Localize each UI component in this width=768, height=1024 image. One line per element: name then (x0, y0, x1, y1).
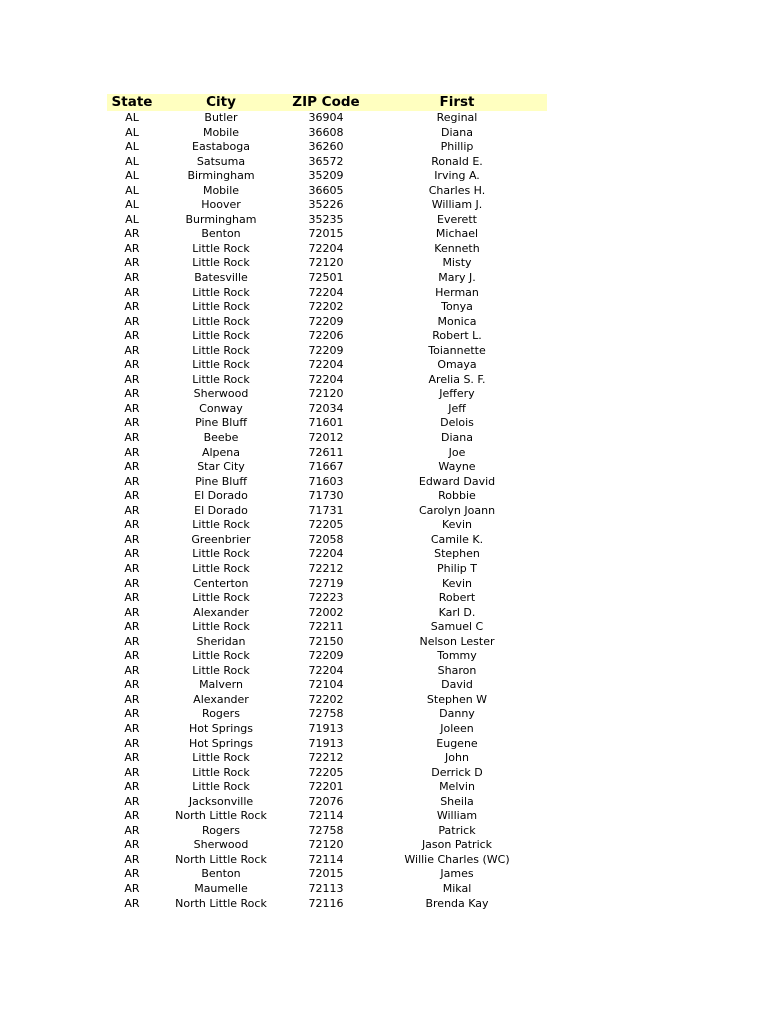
cell-zip-code: 71667 (308, 460, 344, 474)
cell-first: Philip T (437, 561, 477, 575)
cell-first: John (445, 751, 469, 765)
table-row (107, 358, 547, 373)
cell-city: North Little Rock (175, 852, 267, 866)
cell-city: Conway (199, 401, 243, 415)
cell-first: Reginal (436, 111, 478, 124)
cell-first: Monica (437, 314, 477, 328)
cell-first: Michael (435, 227, 479, 241)
cell-first: Mary J. (438, 271, 476, 285)
cell-state: AR (124, 372, 140, 386)
table-row (107, 853, 547, 868)
table-row (107, 577, 547, 592)
cell-zip-code: 35209 (308, 169, 344, 183)
cell-city: Alexander (193, 692, 249, 706)
cell-state: AR (124, 503, 140, 517)
cell-first: Jeffery (439, 387, 475, 401)
cell-zip-code: 72209 (308, 343, 344, 357)
cell-city: El Dorado (194, 503, 248, 517)
cell-city: Little Rock (192, 372, 250, 386)
column-header-first: First (439, 94, 475, 110)
cell-zip-code: 71913 (308, 736, 344, 750)
table-row (107, 591, 547, 606)
cell-first: Irving A. (434, 169, 480, 183)
cell-zip-code: 72204 (308, 547, 344, 561)
table-row (107, 504, 547, 519)
cell-state: AR (124, 794, 140, 808)
cell-state: AR (124, 241, 140, 255)
cell-state: AR (124, 896, 140, 910)
cell-first: Jason Patrick (421, 838, 493, 852)
cell-first: David (441, 678, 473, 692)
cell-first: Stephen (434, 547, 480, 561)
cell-state: AR (124, 663, 140, 677)
cell-first: Derrick D (431, 765, 483, 779)
table-row (107, 126, 547, 141)
cell-first: Everett (437, 212, 477, 226)
cell-city: Alexander (193, 605, 249, 619)
cell-zip-code: 36904 (308, 111, 344, 124)
cell-state: AR (124, 736, 140, 750)
cell-zip-code: 72202 (308, 692, 344, 706)
cell-first: Phillip (440, 140, 474, 154)
cell-state: AR (124, 634, 140, 648)
table-row (107, 286, 547, 301)
cell-zip-code: 72034 (308, 401, 344, 415)
table-row (107, 140, 547, 155)
cell-state: AL (125, 183, 139, 197)
cell-state: AR (124, 343, 140, 357)
cell-first: Robert (438, 591, 476, 605)
cell-first: Camile K. (430, 532, 484, 546)
cell-first: William J. (431, 198, 483, 212)
cell-city: Centerton (193, 576, 249, 590)
cell-zip-code: 72116 (308, 896, 344, 910)
cell-state: AR (124, 867, 140, 881)
cell-state: AL (125, 198, 139, 212)
table-row (107, 780, 547, 795)
table-row (107, 169, 547, 184)
cell-state: AR (124, 751, 140, 765)
cell-zip-code: 72758 (308, 823, 344, 837)
cell-city: Benton (201, 867, 241, 881)
column-header-city: City (206, 94, 236, 110)
cell-city: Little Rock (192, 285, 250, 299)
cell-zip-code: 72015 (308, 227, 344, 241)
cell-zip-code: 72120 (308, 387, 344, 401)
table-row (107, 329, 547, 344)
table-row (107, 606, 547, 621)
cell-first: Sheila (440, 794, 474, 808)
cell-state: AL (125, 212, 139, 226)
cell-city: Malvern (199, 678, 243, 692)
cell-first: Diana (441, 431, 473, 445)
cell-first: Arelia S. F. (428, 372, 486, 386)
table-row (107, 795, 547, 810)
cell-city: Jacksonville (188, 794, 254, 808)
cell-zip-code: 71601 (308, 416, 344, 430)
table-row (107, 387, 547, 402)
cell-first: Edward David (418, 474, 496, 488)
cell-state: AR (124, 314, 140, 328)
table-row (107, 227, 547, 242)
cell-zip-code: 35226 (308, 198, 344, 212)
table-row (107, 547, 547, 562)
cell-first: Mikal (442, 881, 472, 895)
cell-first: Willie Charles (WC) (404, 852, 510, 866)
cell-zip-code: 72204 (308, 372, 344, 386)
table-body (107, 111, 547, 911)
cell-state: AR (124, 823, 140, 837)
cell-state: AR (124, 620, 140, 634)
cell-state: AR (124, 576, 140, 590)
cell-state: AL (125, 154, 139, 168)
cell-first: William (436, 809, 478, 823)
cell-state: AR (124, 271, 140, 285)
cell-first: Tonya (441, 300, 473, 314)
cell-first: Brenda Kay (425, 896, 489, 910)
cell-state: AR (124, 532, 140, 546)
table-row (107, 315, 547, 330)
cell-zip-code: 36608 (308, 125, 344, 139)
cell-city: Eastaboga (192, 140, 250, 154)
cell-zip-code: 72204 (308, 241, 344, 255)
table-row (107, 867, 547, 882)
cell-zip-code: 71913 (308, 721, 344, 735)
cell-zip-code: 72201 (308, 780, 344, 794)
cell-first: Misty (442, 256, 472, 270)
cell-state: AR (124, 445, 140, 459)
table-row (107, 518, 547, 533)
cell-first: Samuel C (430, 620, 484, 634)
cell-state: AR (124, 460, 140, 474)
table-row (107, 198, 547, 213)
cell-city: Maumelle (194, 881, 248, 895)
table-row (107, 562, 547, 577)
table-row (107, 751, 547, 766)
cell-city: Hoover (201, 198, 241, 212)
cell-state: AL (125, 111, 139, 124)
column-header-zip-code: ZIP Code (292, 94, 360, 110)
cell-first: Danny (439, 707, 475, 721)
cell-zip-code: 72611 (308, 445, 344, 459)
cell-city: Little Rock (192, 241, 250, 255)
cell-first: Joleen (440, 721, 474, 735)
contact-table (107, 94, 547, 911)
cell-city: Birmingham (187, 169, 255, 183)
cell-state: AR (124, 285, 140, 299)
cell-city: Little Rock (192, 780, 250, 794)
cell-city: Little Rock (192, 591, 250, 605)
cell-zip-code: 36572 (308, 154, 344, 168)
table-row (107, 184, 547, 199)
cell-first: Tommy (437, 649, 477, 663)
table-row (107, 431, 547, 446)
cell-first: Jeff (448, 401, 466, 415)
table-row (107, 475, 547, 490)
table-row (107, 460, 547, 475)
cell-city: Little Rock (192, 300, 250, 314)
cell-zip-code: 72719 (308, 576, 344, 590)
cell-city: Alpena (201, 445, 241, 459)
table-row (107, 213, 547, 228)
cell-state: AR (124, 329, 140, 343)
cell-first: Karl D. (438, 605, 476, 619)
cell-zip-code: 72501 (308, 271, 344, 285)
table-row (107, 824, 547, 839)
table-row (107, 838, 547, 853)
table-row (107, 707, 547, 722)
table-row (107, 693, 547, 708)
cell-city: Benton (201, 227, 241, 241)
cell-city: Little Rock (192, 765, 250, 779)
cell-city: Satsuma (196, 154, 246, 168)
cell-state: AR (124, 474, 140, 488)
cell-state: AR (124, 489, 140, 503)
cell-state: AR (124, 591, 140, 605)
cell-zip-code: 72058 (308, 532, 344, 546)
cell-first: Patrick (438, 823, 476, 837)
cell-city: North Little Rock (175, 896, 267, 910)
cell-city: Butler (204, 111, 238, 124)
cell-state: AR (124, 605, 140, 619)
cell-state: AR (124, 547, 140, 561)
cell-first: Carolyn Joann (418, 503, 496, 517)
cell-zip-code: 72223 (308, 591, 344, 605)
table-row (107, 649, 547, 664)
cell-city: Little Rock (192, 561, 250, 575)
cell-first: Toiannette (428, 343, 486, 357)
cell-state: AR (124, 649, 140, 663)
cell-state: AR (124, 401, 140, 415)
cell-city: North Little Rock (175, 809, 267, 823)
cell-state: AR (124, 852, 140, 866)
cell-city: Pine Bluff (195, 474, 247, 488)
cell-first: Stephen W (426, 692, 488, 706)
cell-city: Little Rock (192, 649, 250, 663)
cell-zip-code: 36260 (308, 140, 344, 154)
cell-zip-code: 35235 (308, 212, 344, 226)
cell-zip-code: 72015 (308, 867, 344, 881)
table-row (107, 111, 547, 126)
cell-city: Little Rock (192, 358, 250, 372)
cell-city: Mobile (202, 125, 240, 139)
cell-city: Beebe (203, 431, 239, 445)
table-row (107, 344, 547, 359)
cell-zip-code: 36605 (308, 183, 344, 197)
cell-city: Sherwood (193, 387, 249, 401)
cell-city: Burmingham (185, 212, 257, 226)
cell-first: Kevin (442, 518, 472, 532)
table-row (107, 664, 547, 679)
column-header-state: State (111, 94, 153, 110)
cell-first: Ronald E. (431, 154, 483, 168)
cell-zip-code: 72120 (308, 838, 344, 852)
cell-zip-code: 72076 (308, 794, 344, 808)
cell-state: AR (124, 300, 140, 314)
cell-zip-code: 72205 (308, 765, 344, 779)
cell-state: AR (124, 387, 140, 401)
cell-state: AR (124, 692, 140, 706)
table-row (107, 489, 547, 504)
cell-zip-code: 72150 (308, 634, 344, 648)
table-row (107, 155, 547, 170)
cell-first: Wayne (438, 460, 476, 474)
cell-state: AR (124, 518, 140, 532)
cell-zip-code: 72209 (308, 314, 344, 328)
cell-state: AR (124, 721, 140, 735)
cell-first: Diana (441, 125, 473, 139)
cell-first: Kenneth (434, 241, 480, 255)
cell-city: Star City (197, 460, 245, 474)
cell-zip-code: 72204 (308, 285, 344, 299)
table-row (107, 766, 547, 781)
cell-zip-code: 72212 (308, 561, 344, 575)
cell-first: Melvin (439, 780, 475, 794)
table-row (107, 533, 547, 548)
cell-zip-code: 72012 (308, 431, 344, 445)
cell-first: James (440, 867, 474, 881)
cell-state: AR (124, 561, 140, 575)
cell-state: AL (125, 125, 139, 139)
cell-zip-code: 72204 (308, 663, 344, 677)
table-row (107, 809, 547, 824)
cell-state: AR (124, 416, 140, 430)
cell-first: Nelson Lester (419, 634, 495, 648)
cell-state: AR (124, 780, 140, 794)
cell-zip-code: 72758 (308, 707, 344, 721)
cell-zip-code: 72209 (308, 649, 344, 663)
cell-state: AR (124, 838, 140, 852)
cell-city: El Dorado (194, 489, 248, 503)
table-row (107, 271, 547, 286)
header-row (107, 94, 547, 111)
table-row (107, 373, 547, 388)
cell-first: Herman (435, 285, 479, 299)
table-row (107, 402, 547, 417)
cell-city: Little Rock (192, 518, 250, 532)
cell-state: AR (124, 881, 140, 895)
table-row (107, 620, 547, 635)
cell-city: Rogers (202, 707, 240, 721)
cell-state: AR (124, 431, 140, 445)
cell-first: Eugene (436, 736, 478, 750)
table-header (107, 94, 547, 111)
cell-city: Mobile (202, 183, 240, 197)
table-row (107, 256, 547, 271)
cell-city: Greenbrier (191, 532, 251, 546)
cell-zip-code: 72205 (308, 518, 344, 532)
cell-zip-code: 72114 (308, 809, 344, 823)
table-row (107, 897, 547, 912)
table-row (107, 678, 547, 693)
cell-city: Little Rock (192, 343, 250, 357)
table-row (107, 737, 547, 752)
cell-first: Robbie (438, 489, 476, 503)
table-row (107, 446, 547, 461)
cell-state: AR (124, 256, 140, 270)
cell-zip-code: 72212 (308, 751, 344, 765)
cell-first: Joe (448, 445, 466, 459)
cell-city: Rogers (202, 823, 240, 837)
table-row (107, 242, 547, 257)
cell-zip-code: 71603 (308, 474, 344, 488)
table-row (107, 882, 547, 897)
cell-zip-code: 72002 (308, 605, 344, 619)
cell-city: Little Rock (192, 547, 250, 561)
cell-city: Little Rock (192, 314, 250, 328)
cell-zip-code: 72104 (308, 678, 344, 692)
cell-state: AR (124, 765, 140, 779)
cell-city: Sheridan (196, 634, 246, 648)
cell-zip-code: 72204 (308, 358, 344, 372)
cell-city: Little Rock (192, 751, 250, 765)
cell-zip-code: 72113 (308, 881, 344, 895)
cell-first: Robert L. (432, 329, 482, 343)
cell-first: Kevin (442, 576, 472, 590)
cell-city: Hot Springs (188, 736, 254, 750)
cell-state: AR (124, 809, 140, 823)
cell-state: AL (125, 169, 139, 183)
cell-zip-code: 72114 (308, 852, 344, 866)
cell-state: AR (124, 707, 140, 721)
cell-state: AL (125, 140, 139, 154)
table-row (107, 635, 547, 650)
table-row (107, 416, 547, 431)
cell-city: Pine Bluff (195, 416, 247, 430)
cell-state: AR (124, 227, 140, 241)
table-row (107, 722, 547, 737)
spreadsheet-page (107, 94, 547, 911)
cell-first: Omaya (437, 358, 477, 372)
cell-first: Charles H. (428, 183, 486, 197)
cell-zip-code: 72120 (308, 256, 344, 270)
cell-city: Little Rock (192, 256, 250, 270)
cell-city: Batesville (194, 271, 248, 285)
cell-city: Hot Springs (188, 721, 254, 735)
cell-state: AR (124, 358, 140, 372)
cell-city: Little Rock (192, 663, 250, 677)
cell-first: Sharon (437, 663, 477, 677)
cell-first: Delois (440, 416, 474, 430)
cell-zip-code: 72206 (308, 329, 344, 343)
table-row (107, 300, 547, 315)
cell-city: Little Rock (192, 329, 250, 343)
cell-zip-code: 71730 (308, 489, 344, 503)
cell-city: Sherwood (193, 838, 249, 852)
cell-state: AR (124, 678, 140, 692)
cell-zip-code: 72211 (308, 620, 344, 634)
cell-zip-code: 72202 (308, 300, 344, 314)
cell-zip-code: 71731 (308, 503, 344, 517)
cell-city: Little Rock (192, 620, 250, 634)
